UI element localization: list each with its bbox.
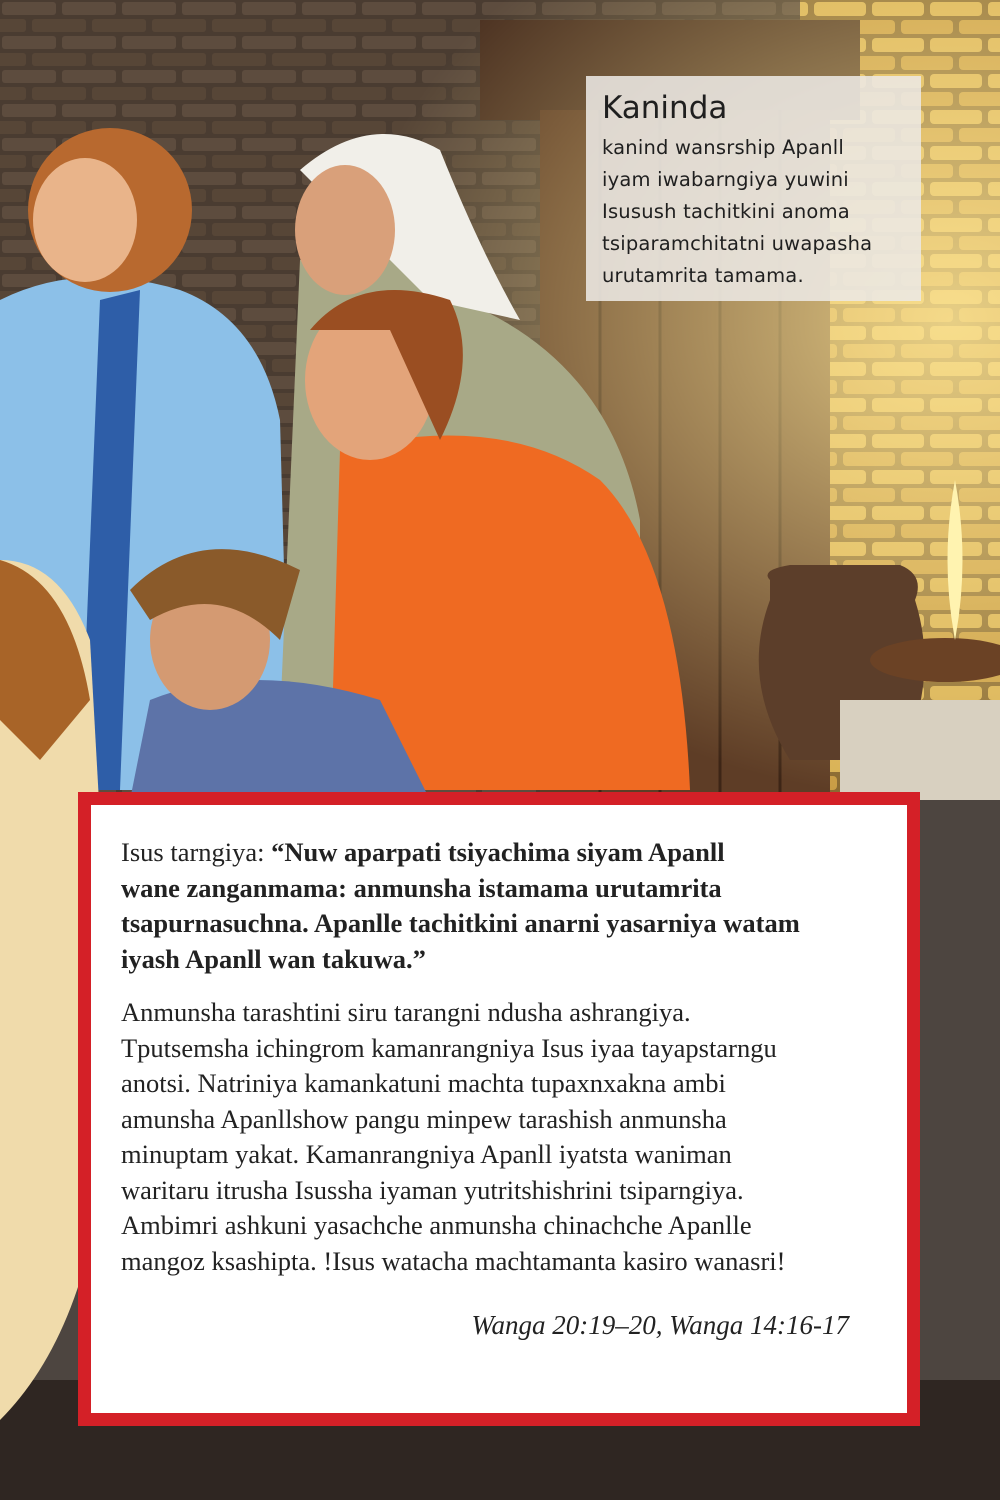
body-line: minuptam yakat. Kamanrangniya Apanll iyatsta waniman: [121, 1139, 732, 1169]
scripture-quote: [121, 835, 849, 977]
body-line: Ambimri ashkuni yasachche anmunsha chinachche Apanlle: [121, 1210, 752, 1240]
caption-line: tsiparamchitatni uwapasha: [602, 232, 873, 255]
body-line: mangoz ksashipta. !Isus watacha machtamanta kasiro wanasri!: [121, 1245, 786, 1276]
body-line: amunsha Apanllshow pangu minpew tarashish anmunsha: [121, 1103, 727, 1134]
quote-line: iyash Apanll wan takuwa.”: [121, 943, 426, 974]
body-line: Anmunsha tarashtini siru tarangni ndusha ashrangiya.: [121, 997, 691, 1027]
caption-line: Isusush tachitkini anoma: [602, 200, 850, 223]
caption-title: Kaninda: [602, 90, 728, 126]
story-text-box: [78, 792, 920, 1426]
quote-line: wane zanganmama: anmunsha istamama urutamrita: [121, 872, 722, 903]
quote-intro: Isus tarngiya:: [121, 837, 272, 867]
scripture-reference: Wanga 20:19–20, Wanga 14:16-17: [471, 1310, 849, 1340]
body-line: anotsi. Natriniya kamankatuni machta tupaxnxakna ambi: [121, 1068, 726, 1098]
body-line: Tputsemsha ichingrom kamanrangniya Isus iyaa tayapstarngu: [121, 1032, 777, 1063]
body-line: waritaru itrusha Isussha iyaman yutritshishrini tsiparngiya.: [121, 1174, 744, 1205]
quote-line: “Nuw aparpati tsiyachima siyam Apanll: [271, 837, 725, 867]
caption-line: urutamrita tamama.: [602, 264, 804, 287]
story-body: [121, 995, 849, 1279]
caption-line: iyam iwabarngiya yuwini: [602, 168, 849, 191]
quote-line: tsapurnasuchna. Apanlle tachitkini anarni yasarniya watam: [121, 908, 800, 938]
caption-box: [586, 76, 921, 301]
caption-line: kanind wansrship Apanll: [602, 136, 845, 159]
